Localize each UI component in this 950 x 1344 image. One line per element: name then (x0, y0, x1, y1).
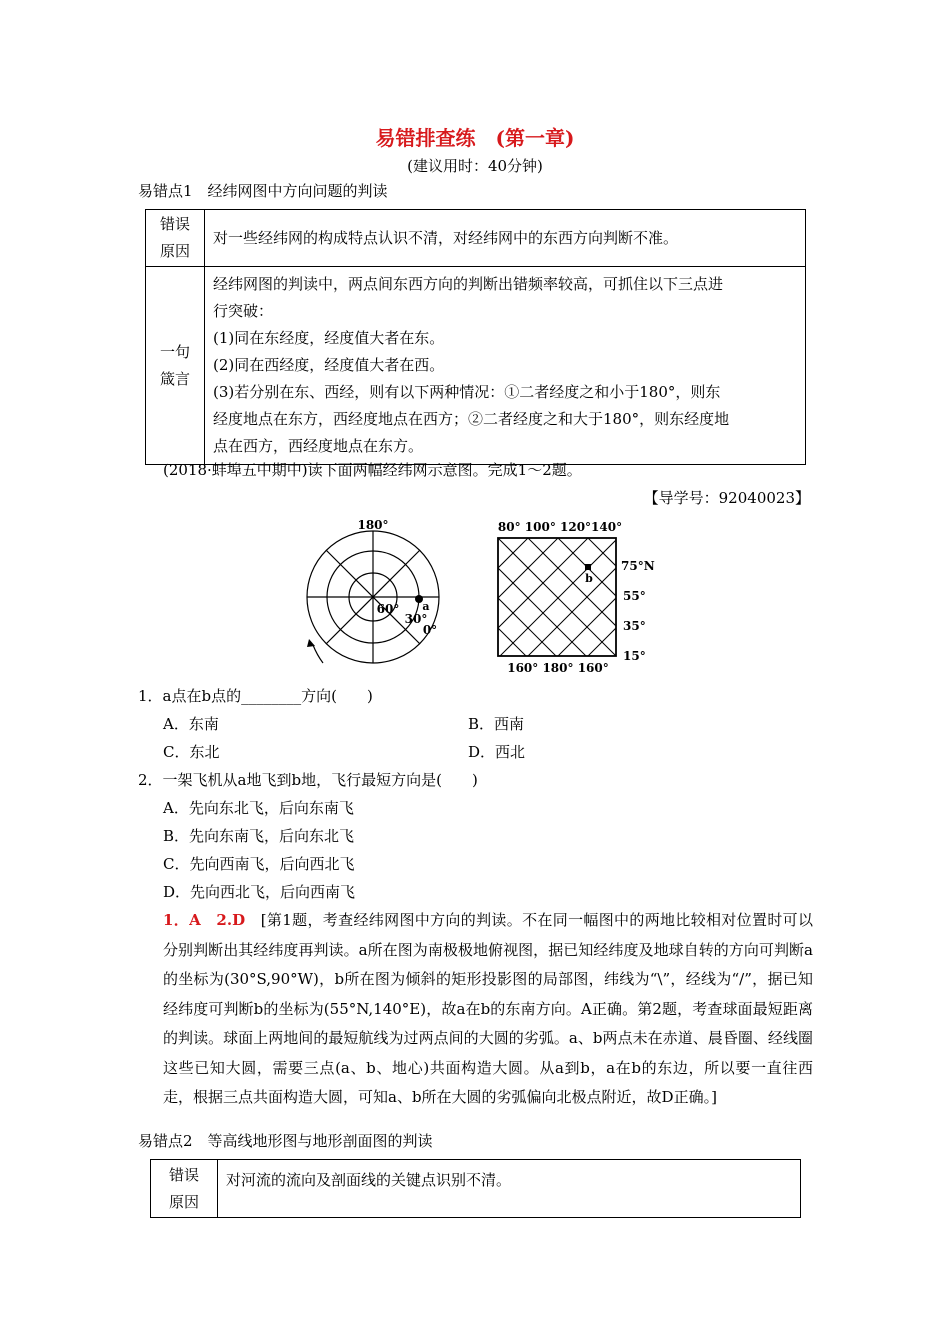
answer-explanation (163, 906, 813, 1113)
page-title: 易错排查练 (第一章) (375, 126, 575, 150)
grid-label-55: 55° (623, 589, 646, 603)
grid-label-15: 15° (623, 649, 646, 663)
question-1-option-d: D．西北 (468, 743, 526, 761)
answer-2-number: 2. (200, 911, 233, 929)
question-2-option-a: A．先向东北飞，后向东南飞 (163, 799, 354, 817)
grid-top-labels: 80° 100° 120°140° (497, 520, 623, 534)
explanation-text: [第1题，考查经纬网图中方向的判读。不在同一幅图中的两地比较相对位置时可以分别判断出其经纬度再判读。a所在图为南极极地俯视图，据已知经纬度及地球自转的方向可判断a的坐标为(30°S,90°W)，b所在图为倾斜的矩形投影图的局部图，纬线为“\”，经线为“/”，据已知经纬度可判断b的坐标为(55°N,140°E)，故a在b的东南方向。A正确。第2题，考查球面最短距离的判读。球面上两地间的最短航线为过两点间的大圆的劣弧。a、b两点未在赤道、晨昏圈、经线圈这些已知大圆，需要三点(a、b、地心)共面构造大圆。从a到b，a在b的东边，所以要一直往西走，根据三点共面构造大圆，可知a、b所在大圆的劣弧偏向北极点附近，故D正确。] (163, 911, 814, 1106)
error-point-2-heading: 易错点2 等高线地形图与地形剖面图的判读 (138, 1132, 433, 1150)
grid-label-35: 35° (623, 619, 646, 633)
tip-text: 经纬网图的判读中，两点间东西方向的判断出错频率较高，可抓住以下三点进 行突破： (1)同在东经度，经度值大者在东。 (2)同在西经度，经度值大者在西。 (3)若分别在东、西经，则有以下两种情况：①二者经度之和小于180°，则东 经度地点在东方，西经度地点在西方；②二者经度之和大于180°，则东经度地 点在西方，西经度地点在东方。 (205, 267, 806, 465)
question-2-option-c: C．先向西南飞，后向西北飞 (163, 855, 355, 873)
answer-1-number: 1． (163, 911, 190, 929)
question-2-stem: 2．一架飞机从a地飞到b地，飞行最短方向是( ) (138, 771, 478, 789)
point-b-marker (585, 564, 591, 570)
error-reason-label: 错误 原因 (146, 210, 205, 267)
question-1-stem: 1．a点在b点的________方向( ) (138, 687, 373, 705)
error-reason-text: 对一些经纬网的构成特点认识不清，对经纬网中的东西方向判断不准。 (205, 210, 806, 267)
grid-bottom-labels: 160° 180° 160° (507, 661, 609, 675)
question-2-option-b: B．先向东南飞，后向东北飞 (163, 827, 355, 845)
point-b-label: b (585, 572, 593, 585)
question-2-option-d: D．先向西北飞，后向西南飞 (163, 883, 356, 901)
polar-label-60: 60° (376, 602, 400, 616)
question-1-option-a: A．东南 (163, 715, 219, 733)
error-point-1-heading: 易错点1 经纬网图中方向问题的判读 (138, 182, 388, 200)
error-reason-label-2: 错误 原因 (151, 1160, 218, 1218)
rotation-arrow-icon (307, 639, 315, 647)
polar-label-0: 0° (422, 623, 438, 637)
grid-projection-map (498, 520, 665, 675)
latitude-longitude-figure (295, 515, 665, 680)
question-1-option-c: C．东北 (163, 743, 220, 761)
polar-label-30: 30° (404, 612, 428, 626)
error-reason-text-2: 对河流的流向及剖面线的关键点识别不清。 (218, 1160, 801, 1218)
question-1-option-b: B．西南 (468, 715, 525, 733)
question-intro: (2018·蚌埠五中期中)读下面两幅经纬网示意图。完成1～2题。 (163, 461, 582, 479)
guide-number: 【导学号：92040023】 (643, 489, 810, 507)
answer-1: A (189, 911, 201, 929)
suggested-time: (建议用时：40分钟) (407, 157, 543, 175)
grid-label-75n: 75°N (621, 559, 655, 573)
error-point-1-table (145, 209, 806, 465)
polar-label-180: 180° (357, 518, 389, 532)
point-a-label: a (422, 600, 430, 613)
tip-label: 一句 箴言 (146, 267, 205, 465)
error-point-2-table (150, 1159, 801, 1218)
answer-2: D (232, 911, 246, 929)
